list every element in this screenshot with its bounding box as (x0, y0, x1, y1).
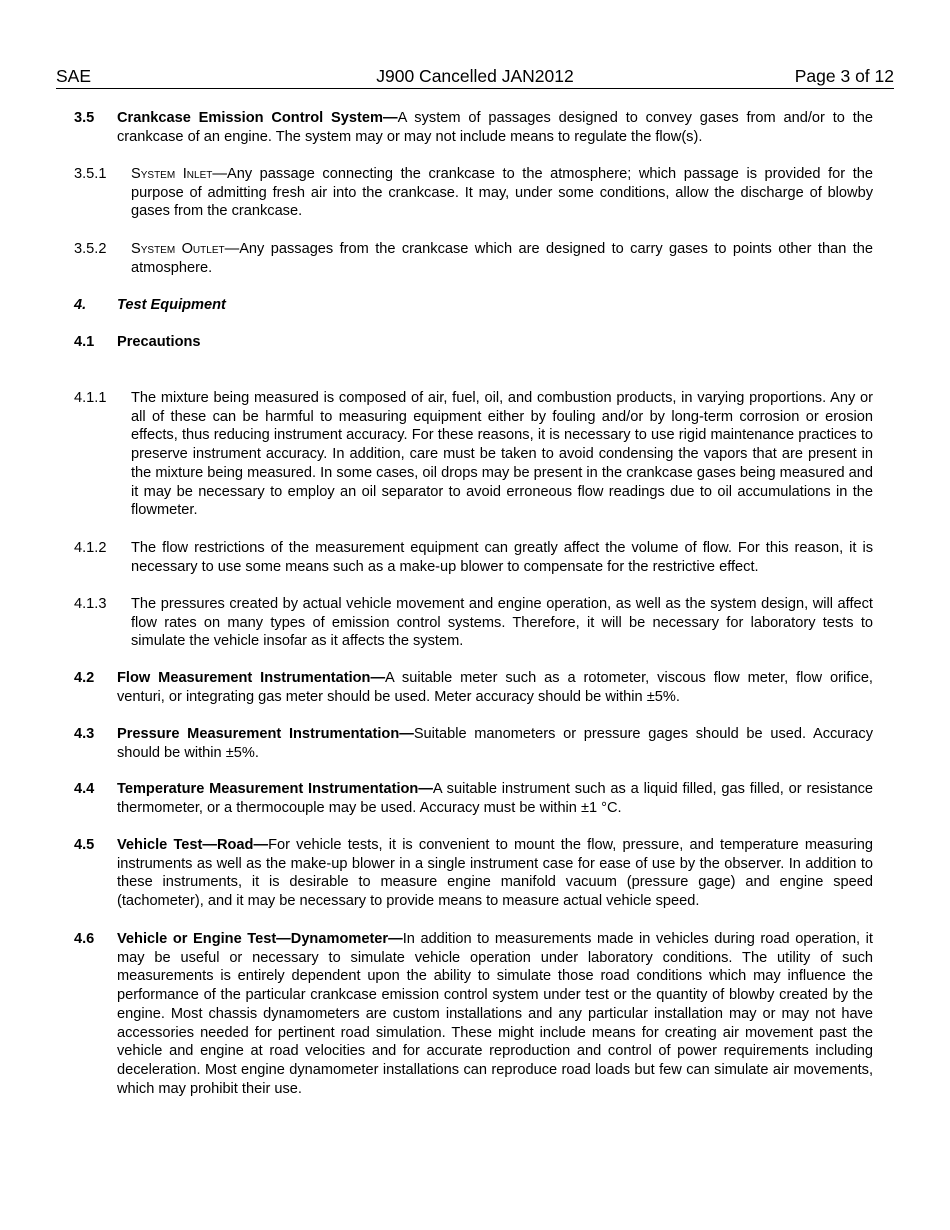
section-4-5 (74, 836, 873, 911)
section-number: 3.5.1 (74, 166, 107, 182)
section-title: System Inlet (131, 166, 213, 182)
section-3-5 (74, 109, 873, 146)
section-title: Vehicle or Engine Test—Dynamometer— (117, 931, 403, 947)
section-number: 4.1 (74, 334, 95, 350)
section-number: 3.5.2 (74, 241, 107, 257)
section-text: A suitable instrument such as a liquid filled, gas filled, or resistance thermometer, or a thermocouple may be used. Accuracy must be within ±1 °C. (117, 781, 873, 816)
section-title: Crankcase Emission Control System— (117, 110, 398, 126)
section-4-heading (74, 296, 873, 315)
section-number: 4.6 (74, 931, 95, 947)
section-title: Precautions (117, 334, 201, 350)
section-number: 3.5 (74, 110, 95, 126)
section-text: The mixture being measured is composed of air, fuel, oil, and combustion products, in varying proportions. Any or all of these can be harmful to measuring equipment either by fouling and/or by long-term corrosion or erosion effects, thus reducing instrument accuracy. For these reasons, it is necessary to use rigid maintenance practices to preserve instrument accuracy. In addition, care must be taken to avoid condensing the vapors that are present in the mixture being measured. In some cases, oil drops may be present in the crankcase gases being measured and it may be necessary to employ an oil separator to avoid erroneous flow readings due to oil accumulations in the flowmeter. (131, 390, 873, 519)
section-4-3 (74, 725, 873, 762)
section-4-6 (74, 930, 873, 1098)
page-header (56, 66, 894, 89)
section-text: For vehicle tests, it is convenient to mount the flow, pressure, and temperature measuring instruments as well as the make-up blower in a single instrument case for ease of use by the observer. In addition to these instruments, it is desirable to measure engine manifold vacuum (pressure gage) and engine speed (tachometer), and it may be necessary to provide means to measure actual vehicle speed. (117, 837, 873, 910)
section-text: The pressures created by actual vehicle movement and engine operation, as well as the system design, will affect flow rates on many types of emission control systems. Therefore, it will be necessary for laboratory tests to simulate the vehicle insofar as it affects the system. (131, 596, 873, 650)
section-text: —Any passages from the crankcase which are designed to carry gases to points other than the atmosphere. (131, 241, 873, 276)
section-title: Vehicle Test—Road— (117, 837, 269, 853)
section-number: 4.1.1 (74, 390, 107, 406)
section-text: A suitable meter such as a rotometer, viscous flow meter, flow orifice, venturi, or integrating gas meter should be used. Meter accuracy should be within ±5%. (117, 670, 873, 705)
section-3-5-1 (74, 165, 873, 221)
section-4-1-3 (74, 595, 873, 651)
section-4-2 (74, 669, 873, 706)
section-number: 4.2 (74, 670, 95, 686)
section-title: Temperature Measurement Instrumentation— (117, 781, 433, 797)
section-title: Flow Measurement Instrumentation— (117, 670, 386, 686)
header-document-id: J900 Cancelled JAN2012 (376, 66, 574, 86)
section-number: 4.1.2 (74, 540, 107, 556)
section-4-1-heading (74, 333, 873, 352)
section-title: System Outlet (131, 241, 225, 257)
section-4-1-1 (74, 389, 873, 520)
header-org: SAE (56, 66, 92, 86)
section-number: 4.1.3 (74, 596, 107, 612)
section-text: —Any passage connecting the crankcase to the atmosphere; which passage is provided for the purpose of admitting fresh air into the crankcase. It may, under some conditions, allow the discharge of blowby gases from the crankcase. (131, 166, 873, 220)
section-title: Test Equipment (117, 297, 226, 313)
section-3-5-2 (74, 240, 873, 277)
section-text: In addition to measurements made in vehicles during road operation, it may be useful or necessary to simulate vehicle operation under laboratory conditions. The utility of such measurements is entirely dependent upon the ability to simulate those road conditions which may influence the performance of the particular crankcase emission control system under test or the quantity of blowby created by the engine. Most chassis dynamometers are custom installations and any particular installation may or may not have accessories needed for pertinent road simulation. These might include means for creating air movement past the vehicle and engine at road velocities and for accurate reproduction and control of power requirements including deceleration. Most engine dynamometer installations can reproduce road loads but few can simulate air movements, which may prohibit their use. (117, 931, 873, 1097)
section-text: Suitable manometers or pressure gages should be used. Accuracy should be within ±5%. (117, 726, 873, 761)
section-number: 4.4 (74, 781, 95, 797)
section-4-4 (74, 780, 873, 817)
section-number: 4.5 (74, 837, 95, 853)
section-number: 4. (74, 297, 87, 313)
section-title: Pressure Measurement Instrumentation— (117, 726, 414, 742)
section-text: A system of passages designed to convey gases from and/or to the crankcase of an engine. The system may or may not include means to regulate the flow(s). (117, 110, 873, 145)
section-text: The flow restrictions of the measurement equipment can greatly affect the volume of flow. For this reason, it is necessary to use some means such as a make-up blower to compensate for the restrictive effect. (131, 540, 873, 575)
section-number: 4.3 (74, 726, 95, 742)
section-4-1-2 (74, 539, 873, 576)
header-page-number: Page 3 of 12 (794, 66, 894, 86)
